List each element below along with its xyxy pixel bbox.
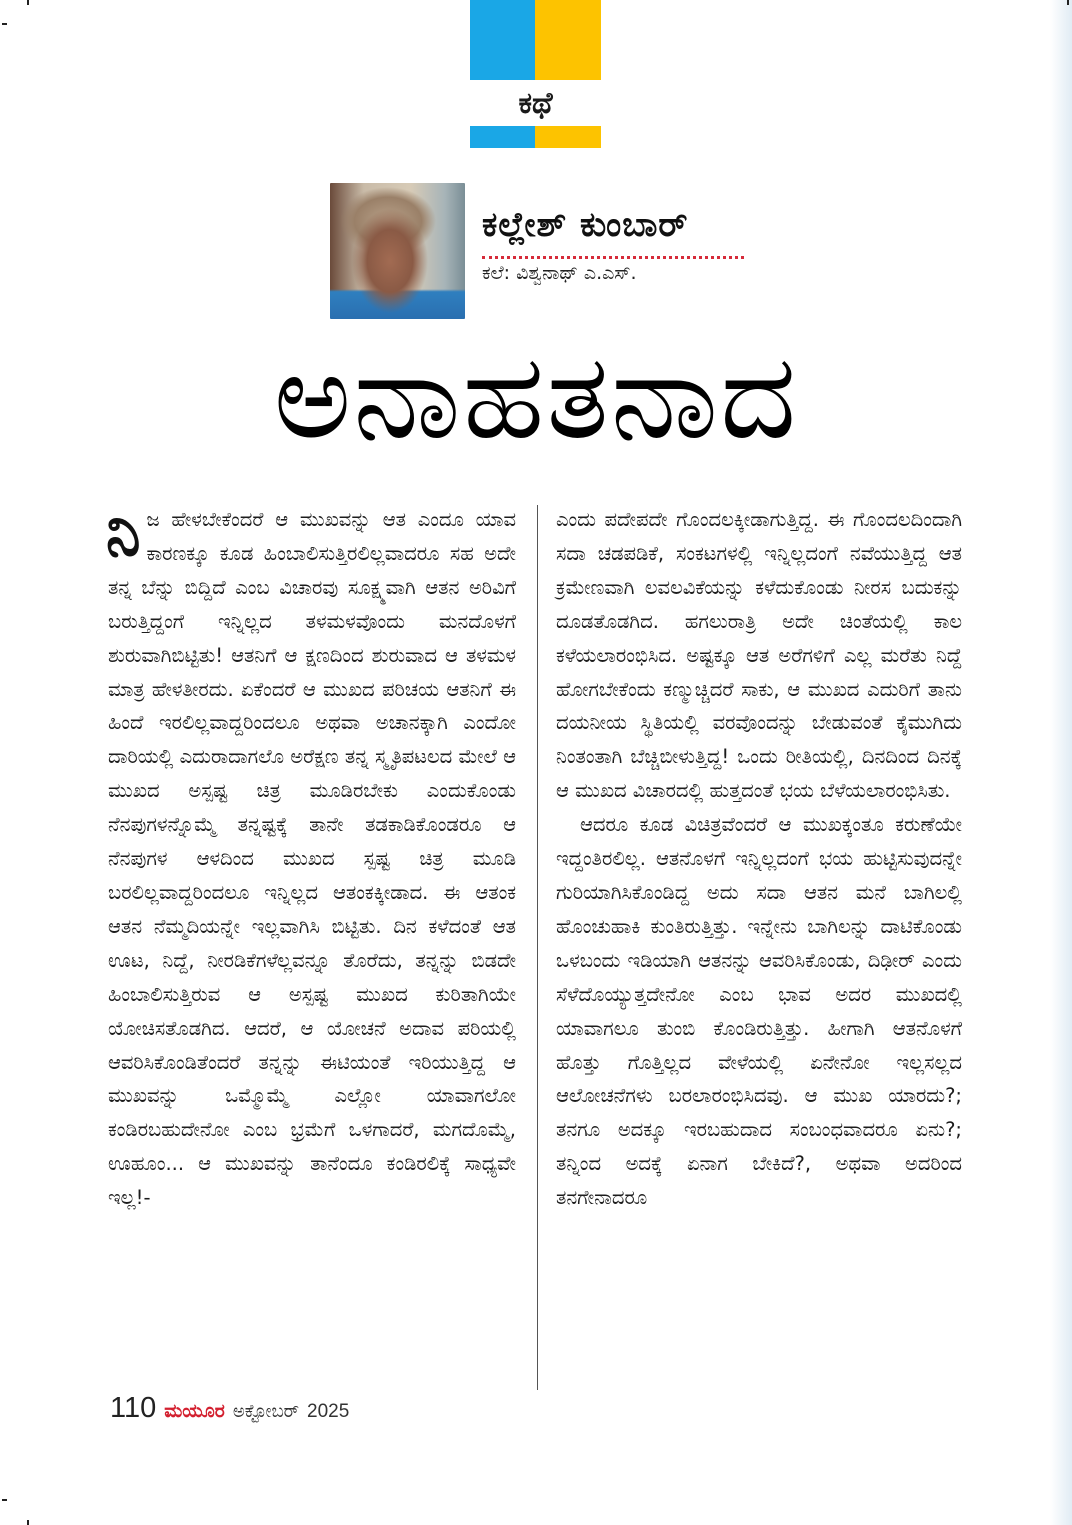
issue-year: 2025 xyxy=(307,1401,350,1422)
author-dotted-divider xyxy=(482,256,744,259)
story-title: ಅನಾಹತನಾದ xyxy=(273,327,799,465)
crop-mark xyxy=(2,1499,7,1501)
paragraph: ಎಂದು ಪದೇಪದೇ ಗೊಂದಲಕ್ಕೀಡಾಗುತ್ತಿದ್ದ. ಈ ಗೊಂದಲದಿಂದಾಗಿ ಸದಾ ಚಡಪಡಿಕೆ, ಸಂಕಟಗಳಲ್ಲಿ ಇನ್ನಿಲ್ಲದಂಗೆ ನವೆಯುತ್ತಿದ್ದ ಆತ ಕ್ರಮೇಣವಾಗಿ ಲವಲವಿಕೆಯನ್ನು ಕಳೆದುಕೊಂಡು ನೀರಸ ಬದುಕನ್ನು ದೂಡತೊಡಗಿದ. ಹಗಲುರಾತ್ರಿ ಅದೇ ಚಿಂತೆಯಲ್ಲಿ ಕಾಲ ಕಳೆಯಲಾರಂಭಿಸಿದ. ಅಷ್ಟಕ್ಕೂ ಆತ ಅರೆಗಳಿಗೆ ಎಲ್ಲ ಮರೆತು ನಿದ್ದೆ ಹೋಗಬೇಕೆಂದು ಕಣ್ಮುಚ್ಚಿದರೆ ಸಾಕು, ಆ ಮುಖದ ಎದುರಿಗೆ ತಾನು ದಯನೀಯ ಸ್ಥಿತಿಯಲ್ಲಿ ವರವೊಂದನ್ನು ಬೇಡುವಂತೆ ಕೈಮುಗಿದು ನಿಂತಂತಾಗಿ ಬೆಚ್ಚಿಬೀಳುತ್ತಿದ್ದ! ಒಂದು ರೀತಿಯಲ್ಲಿ, ದಿನದಿಂದ ದಿನಕ್ಕೆ ಆ ಮುಖದ ವಿಚಾರದಲ್ಲಿ ಹುತ್ತದಂತೆ ಭಯ ಬೆಳೆಯಲಾರಂಭಿಸಿತು. xyxy=(556,508,962,803)
page-footer xyxy=(110,1392,349,1425)
paragraph: ಆದರೂ ಕೂಡ ವಿಚಿತ್ರವೆಂದರೆ ಆ ಮುಖಕ್ಕಂತೂ ಕರುಣೆಯೇ ಇದ್ದಂತಿರಲಿಲ್ಲ. ಆತನೊಳಗೆ ಇನ್ನಿಲ್ಲದಂಗೆ ಭಯ ಹುಟ್ಟಿಸುವುದನ್ನೇ ಗುರಿಯಾಗಿಸಿಕೊಂಡಿದ್ದ ಅದು ಸದಾ ಆತನ ಮನೆ ಬಾಗಿಲಲ್ಲಿ ಹೊಂಚುಹಾಕಿ ಕುಂತಿರುತ್ತಿತ್ತು. ಇನ್ನೇನು ಬಾಗಿಲನ್ನು ದಾಟಿಕೊಂಡು ಒಳಬಂದು ಇಡಿಯಾಗಿ ಆತನನ್ನು ಆವರಿಸಿಕೊಂಡು, ದಿಢೀರ್ ಎಂದು ಸೆಳೆದೊಯ್ಯುತ್ತದೇನೋ ಎಂಬ ಭಾವ ಅದರ ಮುಖದಲ್ಲಿ ಯಾವಾಗಲೂ ತುಂಬಿ ಕೊಂಡಿರುತ್ತಿತ್ತು. ಹೀಗಾಗಿ ಆತನೊಳಗೆ ಹೊತ್ತು ಗೊತ್ತಿಲ್ಲದ ವೇಳೆಯಲ್ಲಿ ಏನೇನೋ ಇಲ್ಲಸಲ್ಲದ ಆಲೋಚನೆಗಳು ಬರಲಾರಂಭಿಸಿದವು. ಆ ಮುಖ ಯಾರದು?; ತನಗೂ ಅದಕ್ಕೂ ಇರಬಹುದಾದ ಸಂಬಂಧವಾದರೂ ಏನು?; ತನ್ನಿಂದ ಅದಕ್ಕೆ ಏನಾಗ ಬೇಕಿದೆ?, ಅಥವಾ ಅದರಿಂದ ತನಗೇನಾದರೂ xyxy=(556,813,962,1210)
drop-cap: ನಿ xyxy=(106,497,141,570)
crop-mark xyxy=(27,1520,29,1525)
illustrator-credit: ಕಲೆ: ವಿಶ್ವನಾಥ್ ಎ.ಎಸ್. xyxy=(482,262,637,284)
author-photo xyxy=(330,183,465,319)
page-edge-bleed xyxy=(1050,0,1072,1525)
article-column-left xyxy=(106,497,516,1215)
section-tag-color-bar xyxy=(470,126,601,148)
section-tag-yellow-block xyxy=(535,0,601,80)
section-tag xyxy=(470,0,601,148)
crop-mark xyxy=(2,23,7,25)
crop-mark xyxy=(27,0,29,5)
crop-mark xyxy=(1067,0,1069,5)
section-tag-color-block xyxy=(470,0,601,80)
section-label: ಕಥೆ xyxy=(518,85,553,121)
paragraph-text: ಜ ಹೇಳಬೇಕೆಂದರೆ ಆ ಮುಖವನ್ನು ಆತ ಎಂದೂ ಯಾವ ಕಾರಣಕ್ಕೂ ಕೂಡ ಹಿಂಬಾಲಿಸುತ್ತಿರಲಿಲ್ಲವಾದರೂ ಸಹ ಅದೇ ತನ್ನ ಬೆನ್ನು ಬಿದ್ದಿದೆ ಎಂಬ ವಿಚಾರವು ಸೂಕ್ಷ್ಮವಾಗಿ ಆತನ ಅರಿವಿಗೆ ಬರುತ್ತಿದ್ದಂಗೆ ಇನ್ನಿಲ್ಲದ ತಳಮಳವೊಂದು ಮನದೊಳಗೆ ಶುರುವಾಗಿಬಿಟ್ಟಿತು! ಆತನಿಗೆ ಆ ಕ್ಷಣದಿಂದ ಶುರುವಾದ ಆ ತಳಮಳ ಮಾತ್ರ ಹೇಳತೀರದು. ಏಕೆಂದರೆ ಆ ಮುಖದ ಪರಿಚಯ ಆತನಿಗೆ ಈ ಹಿಂದೆ ಇರಲಿಲ್ಲವಾದ್ದರಿಂದಲೂ ಅಥವಾ ಅಚಾನಕ್ಕಾಗಿ ಎಂದೋ ದಾರಿಯಲ್ಲಿ ಎದುರಾದಾಗಲೊ ಅರೆಕ್ಷಣ ತನ್ನ ಸ್ಮೃತಿಪಟಲದ ಮೇಲೆ ಆ ಮುಖದ ಅಸ್ಪಷ್ಟ ಚಿತ್ರ ಮೂಡಿರಬೇಕು ಎಂದುಕೊಂಡು ನೆನಪುಗಳನ್ನೊಮ್ಮೆ ತನ್ನಷ್ಟಕ್ಕೆ ತಾನೇ ತಡಕಾಡಿಕೊಂಡರೂ ಆ ನೆನಪುಗಳ ಆಳದಿಂದ ಮುಖದ ಸ್ಪಷ್ಟ ಚಿತ್ರ ಮೂಡಿ ಬರಲಿಲ್ಲವಾದ್ದರಿಂದಲೂ ಇನ್ನಿಲ್ಲದ ಆತಂಕಕ್ಕೀಡಾದ. ಈ ಆತಂಕ ಆತನ ನೆಮ್ಮದಿಯನ್ನೇ ಇಲ್ಲವಾಗಿಸಿ ಬಿಟ್ಟಿತು. ದಿನ ಕಳೆದಂತೆ ಆತ ಊಟ, ನಿದ್ದೆ, ನೀರಡಿಕೆಗಳೆಲ್ಲವನ್ನೂ ತೊರೆದು, ತನ್ನನ್ನು ಬಿಡದೇ ಹಿಂಬಾಲಿಸುತ್ತಿರುವ ಆ ಅಸ್ಪಷ್ಟ ಮುಖದ ಕುರಿತಾಗಿಯೇ ಯೋಚಿಸತೊಡಗಿದ. ಆದರೆ, ಆ ಯೋಚನೆ ಅದಾವ ಪರಿಯಲ್ಲಿ ಆವರಿಸಿಕೊಂಡಿತೆಂದರೆ ತನ್ನನ್ನು ಈಟಿಯಂತೆ ಇರಿಯುತ್ತಿದ್ದ ಆ ಮುಖವನ್ನು ಒಮ್ಮೊಮ್ಮೆ ಎಲ್ಲೋ ಯಾವಾಗಲೋ ಕಂಡಿರಬಹುದೇನೋ ಎಂಬ ಭ್ರಮೆಗೆ ಒಳಗಾದರೆ, ಮಗದೊಮ್ಮೆ, ಊಹೂಂ... ಆ ಮುಖವನ್ನು ತಾನೆಂದೂ ಕಂಡಿರಲಿಕ್ಕೆ ಸಾಧ್ಯವೇ ಇಲ್ಲ!- xyxy=(108,508,516,1210)
section-tag-yellow-bar xyxy=(535,126,601,148)
issue-month: ಅಕ್ಟೋಬರ್ xyxy=(232,1401,300,1422)
paragraph xyxy=(106,497,516,1215)
author-name: ಕಲ್ಲೇಶ್ ಕುಂಬಾರ್ xyxy=(482,205,689,245)
column-divider xyxy=(537,505,538,1390)
section-tag-blue-block xyxy=(470,0,535,80)
section-tag-blue-bar xyxy=(470,126,535,148)
article-column-right xyxy=(556,503,962,1215)
magazine-logo: ಮಯೂರ xyxy=(164,1400,225,1422)
page-number: 110 xyxy=(110,1392,157,1424)
